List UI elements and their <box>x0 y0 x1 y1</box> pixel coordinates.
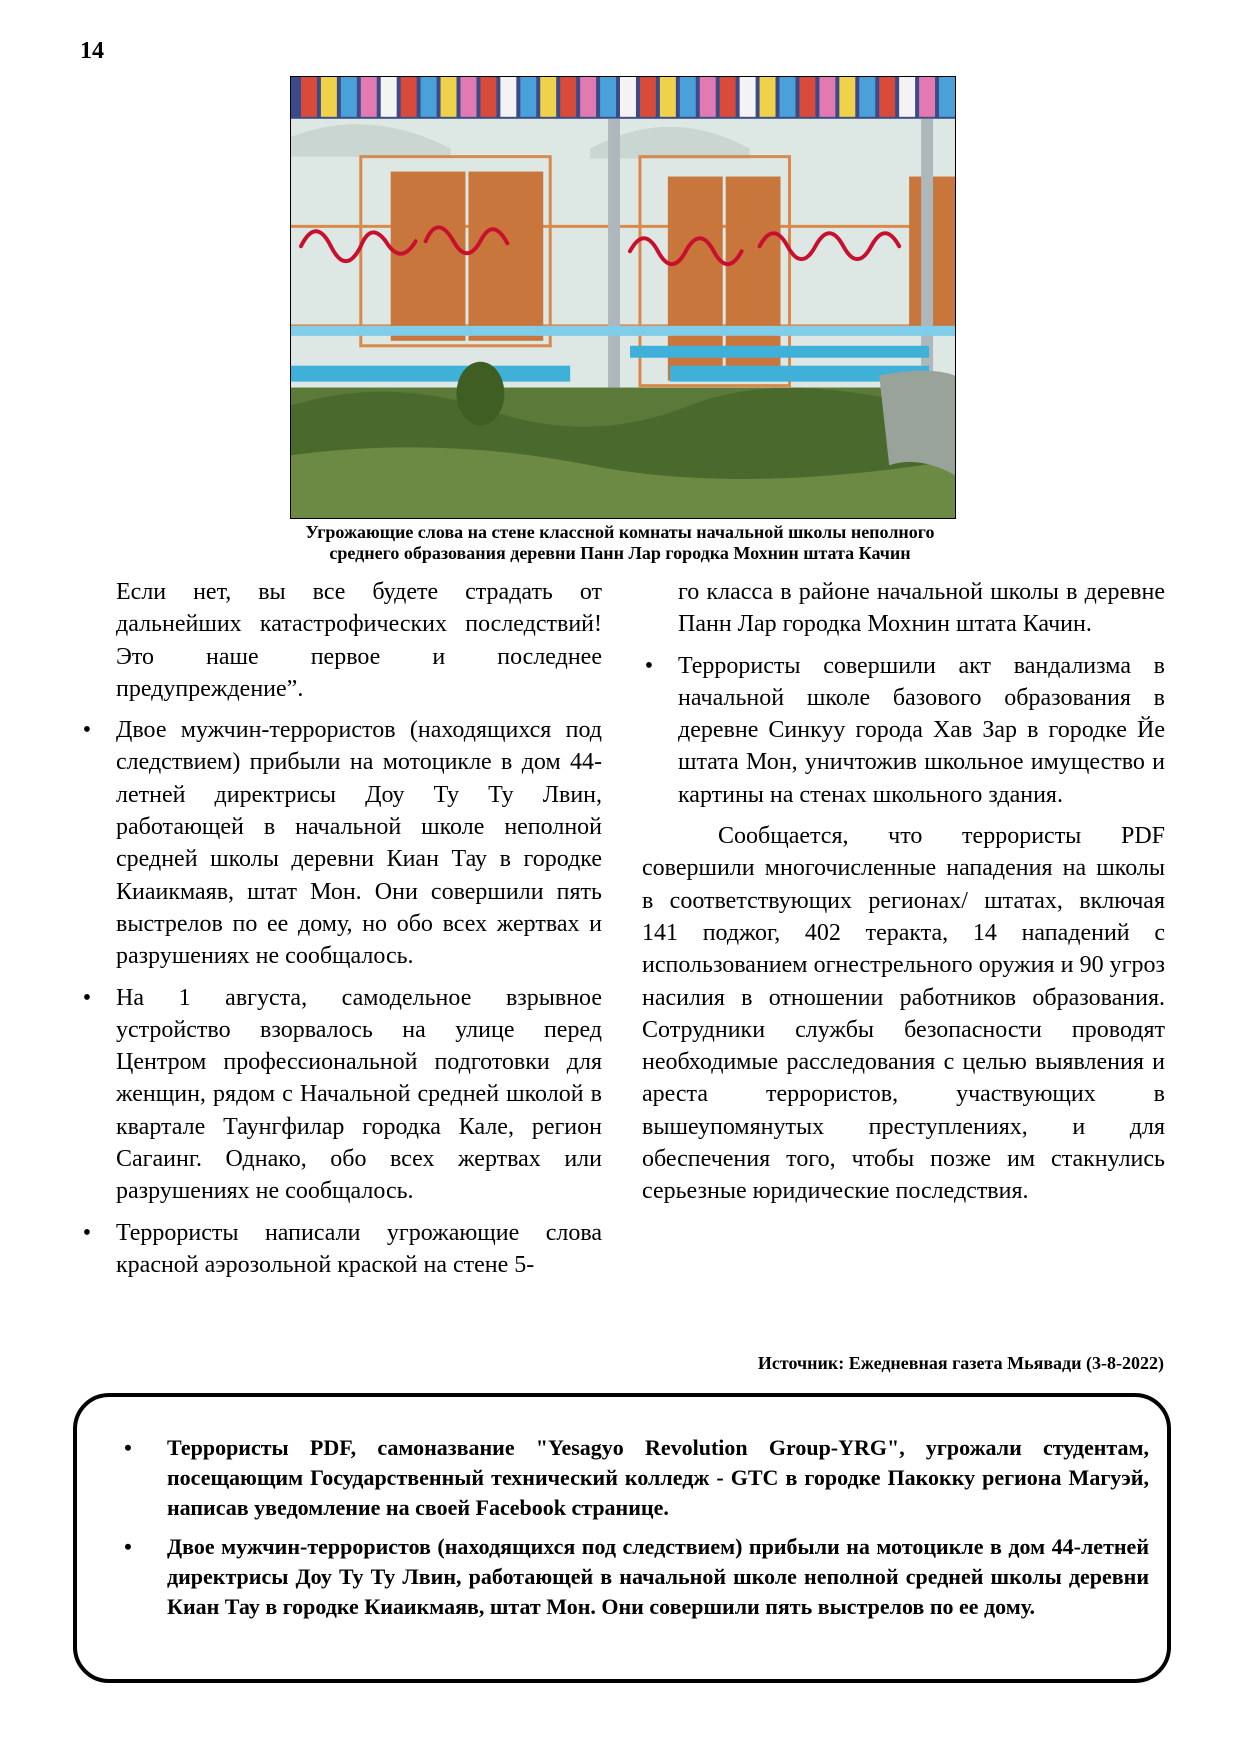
right-continuation-text: го класса в районе начальной школы в деревне Панн Лар городка Мохнин штата Качин. <box>678 579 1165 638</box>
school-photo <box>290 76 956 519</box>
list-item <box>80 982 602 1208</box>
page-number: 14 <box>80 38 104 64</box>
photo-caption-line-2: среднего образования деревни Панн Лар городка Мохнин штата Качин <box>329 543 911 563</box>
highlight-list <box>117 1433 1149 1631</box>
highlight-item-text: Двое мужчин-террористов (находящихся под следствием) прибыли на мотоцикле в дом 44-летней директрисы Доу Ту Ту Лвин, работающей в начальной школе неполной средней школы деревни Киан Тау в городке Киаикмаяв, штат Мон. Они совершили пять выстрелов по ее дому. <box>167 1534 1149 1619</box>
bullet-icon: • <box>124 1534 132 1559</box>
left-continuation-text: Если нет, вы все будете страдать от дальнейших катастрофических последствий! Это наше первое и последнее предупреждение”. <box>116 579 602 702</box>
photo-caption <box>200 522 1040 564</box>
photo-caption-line-1: Угрожающие слова на стене классной комнаты начальной школы неполного <box>305 522 935 542</box>
source-credit: Источник: Ежедневная газета Мьявади (3-8-2022) <box>757 1353 1164 1373</box>
bullet-icon: • <box>82 1219 92 1246</box>
highlight-box <box>73 1393 1171 1683</box>
list-item-text: На 1 августа, самодельное взрывное устройство взорвалось на улице перед Центром профессиональной подготовки для женщин, рядом с Начальной средней школой в квартале Таунгфилар городка Кале, регион Сагаинг. Однако, обо всех жертвах или разрушениях не сообщалось. <box>116 984 602 1205</box>
list-item <box>80 714 602 972</box>
list-item <box>80 1217 602 1282</box>
bullet-icon: • <box>82 984 92 1011</box>
bullet-icon: • <box>82 717 92 744</box>
school-photo-illustration <box>291 77 955 518</box>
highlight-item-text: Террористы PDF, самоназвание "Yesagyo Revolution Group-YRG", угрожали студентам, посещающим Государственный технический колледж - GTC в городке Пакокку региона Магуэй, написав уведомление на своей Facebook странице. <box>167 1435 1149 1520</box>
list-item-text: Террористы написали угрожающие слова красной аэрозольной краской на стене 5- <box>116 1219 602 1278</box>
list-item-text: Террористы совершили акт вандализма в начальной школе базового образования в деревне Синкуу города Хав Зар в городке Йе штата Мон, уничтожив школьное имущество и картины на стенах школьного здания. <box>678 652 1165 808</box>
list-item-text: Двое мужчин-террористов (находящихся под следствием) прибыли на мотоцикле в дом 44-летней директрисы Доу Ту Ту Лвин, работающей в начальной школе неполной средней школы деревни Киан Тау в городке Киаикмаяв, штат Мон. Они совершили пять выстрелов по ее дому, но обо всех жертвах и разрушениях не сообщалось. <box>116 717 602 970</box>
right-column <box>642 576 1165 1208</box>
summary-paragraph: Сообщается, что террористы PDF совершили многочисленные нападения на школы в соответствующих регионах/ штатах, включая 141 поджог, 402 теракта, 14 нападений с использованием огнестрельного оружия и 90 угроз насилия в отношении работников образования. Сотрудники службы безопасности проводят необходимые расследования с целью выявления и ареста террористов, участвующих в вышеупомянутых преступлениях, и для обеспечения того, чтобы позже им стакнулись серьезные юридические последствия. <box>642 823 1165 1205</box>
highlight-item <box>117 1433 1149 1523</box>
bullet-icon: • <box>644 652 654 679</box>
highlight-item <box>117 1532 1149 1622</box>
list-item <box>642 650 1165 811</box>
left-column <box>80 576 602 1290</box>
bullet-icon: • <box>124 1435 132 1460</box>
roof-slats <box>291 77 955 119</box>
